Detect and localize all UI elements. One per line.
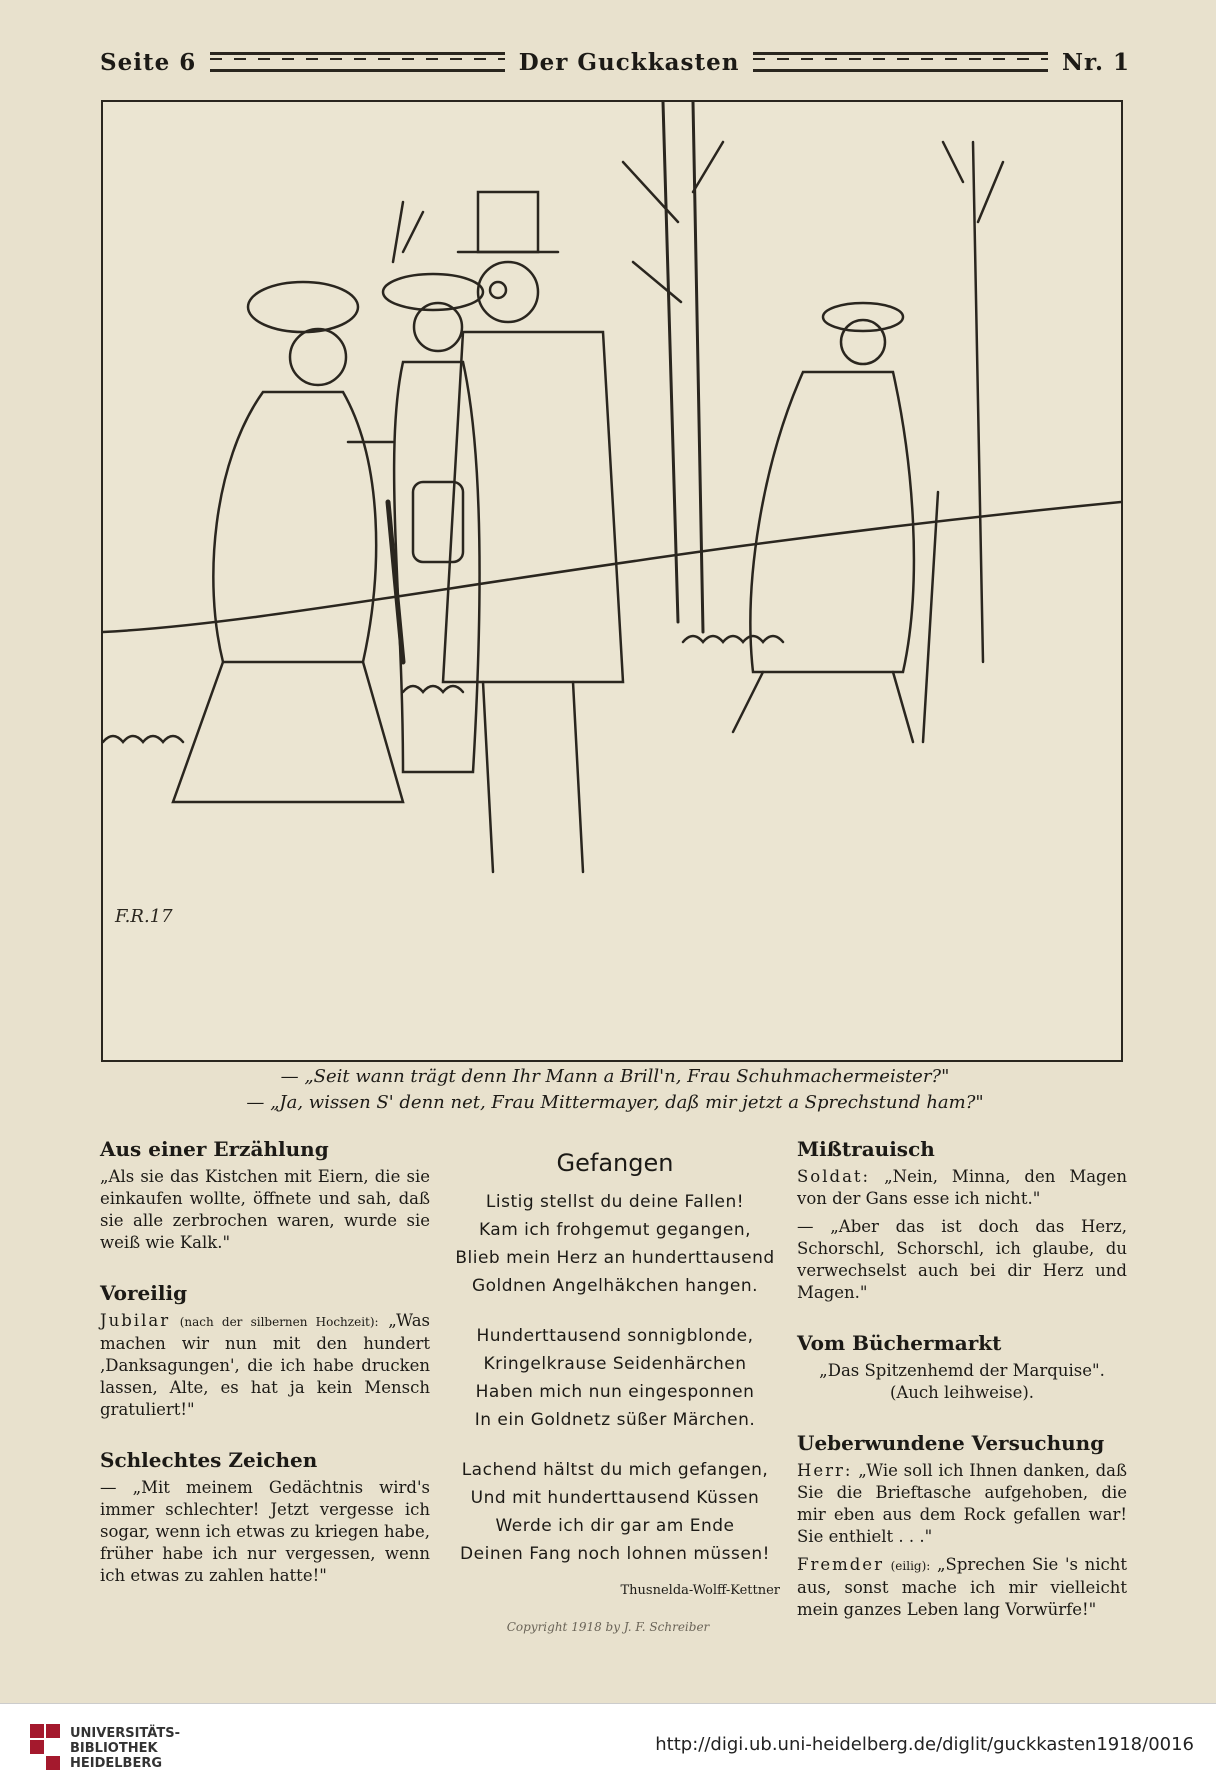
poem-line: Deinen Fang noch lohnen müssen!: [460, 1544, 770, 1564]
poem-line: Hunderttausend sonnigblonde,: [476, 1326, 754, 1346]
copyright-line: Copyright 1918 by J. F. Schreiber: [506, 1620, 710, 1634]
glasses: [490, 282, 506, 298]
basket: [413, 482, 463, 562]
man-coat: [443, 332, 623, 682]
viewer-footer: [0, 1703, 1216, 1791]
walker-hat: [823, 303, 903, 331]
speaker-note: (nach der silbernen Hochzeit):: [179, 1315, 379, 1329]
section-text: [797, 1460, 1127, 1548]
poem-stanza-2: [450, 1322, 780, 1434]
man-head: [478, 262, 538, 322]
artist-signature: F.R.17: [115, 906, 173, 927]
woman-left-coat: [213, 392, 376, 662]
column-right: [797, 1138, 1127, 1649]
section-schlechtes-zeichen: [100, 1449, 430, 1587]
section-text: [100, 1310, 430, 1421]
walker-cane: [923, 492, 938, 742]
section-title: Ueberwundene Versuchung: [797, 1431, 1105, 1455]
section-versuchung: [797, 1432, 1127, 1621]
poem-line: Kringelkrause Seidenhärchen: [483, 1354, 747, 1374]
walker-head: [841, 320, 885, 364]
running-header: [100, 42, 1130, 82]
quote: „Wie soll ich Ihnen danken, daß Sie die Brieftasche aufgehoben, die mir eben aus dem Rock gefallen war! Sie enthielt . . .": [797, 1461, 1127, 1546]
poem-line: In ein Goldnetz süßer Märchen.: [474, 1410, 756, 1430]
tree-branches: [623, 142, 723, 302]
poem-title: Gefangen: [556, 1149, 674, 1177]
section-title: Schlechtes Zeichen: [100, 1448, 318, 1472]
walker-legs: [733, 672, 913, 742]
woman-left-skirt: [173, 662, 403, 802]
walker-coat: [750, 372, 913, 672]
cartoon-drawing: [103, 102, 1121, 1060]
section-text: [797, 1554, 1127, 1621]
poem-line: Listig stellst du deine Fallen!: [485, 1192, 745, 1212]
poem-line: Werde ich dir gar am Ende: [495, 1516, 735, 1536]
cartoon-caption: [100, 1064, 1130, 1116]
poem-line: Blieb mein Herz an hunderttausend: [455, 1248, 775, 1268]
journal-title: Der Guckkasten: [518, 48, 740, 76]
hedge-mid: [403, 686, 463, 692]
speaker-note: (eilig):: [890, 1559, 931, 1573]
quote: „Sprechen Sie 's nicht aus, sonst mache ich mir vielleicht mein ganzes Leben lang Vorwürfe!": [797, 1555, 1128, 1619]
library-name-line: BIBLIOTHEK: [70, 1741, 158, 1756]
page-number: Seite 6: [100, 48, 197, 76]
section-text: — „Mit meinem Gedächtnis wird's immer schlechter! Jetzt vergesse ich sogar, wenn ich etwas zu kriegen habe, früher habe ich nur vergessen, wenn ich etwas zu zahlen hatte!": [100, 1478, 430, 1585]
section-text: — „Aber das ist doch das Herz, Schorschl, Schorschl, ich glaube, du verwechselst auch bei dir Herz und Magen.": [797, 1217, 1127, 1302]
section-voreilig: [100, 1282, 430, 1421]
caption-line-2: — „Ja, wissen S' denn net, Frau Mittermayer, daß mir jetzt a Sprechstund ham?": [246, 1092, 984, 1113]
section-title: Mißtrauisch: [797, 1137, 935, 1161]
sidewalk-line: [103, 502, 1121, 632]
poem-line: Haben mich nun eingesponnen: [475, 1382, 755, 1402]
book-note: (Auch leihweise).: [889, 1383, 1035, 1402]
speaker: Jubilar: [100, 1311, 171, 1330]
tree-right: [943, 142, 1003, 662]
hedge-right: [683, 636, 783, 642]
woman-left-hat: [248, 282, 358, 332]
quote: „Was machen wir nun mit den hundert ‚Danksagungen', die ich habe drucken lassen, Alte, es hat ja kein Mensch gratuliert!": [100, 1311, 431, 1419]
section-title: Voreilig: [100, 1281, 188, 1305]
section-title: Vom Büchermarkt: [797, 1331, 1002, 1355]
column-poem: [450, 1138, 780, 1602]
library-name: [70, 1726, 180, 1771]
section-text: „Als sie das Kistchen mit Eiern, die sie einkaufen wollte, öffnete und sah, daß sie alle zerbrochen waren, wurde sie weiß wie Kalk.": [100, 1167, 430, 1252]
quote: „Nein, Minna, den Magen von der Gans esse ich nicht.": [797, 1167, 1128, 1208]
top-hat: [478, 192, 538, 252]
hat-feathers: [393, 202, 423, 262]
university-logo-icon: [28, 1722, 62, 1772]
header-ornament: [753, 52, 1047, 72]
woman-left-head: [290, 329, 346, 385]
caption-line-1: — „Seit wann trägt denn Ihr Mann a Brill'n, Frau Schuhmachermeister?": [280, 1066, 950, 1087]
poem-stanza-3: [450, 1456, 780, 1568]
book-title: „Das Spitzenhemd der Marquise".: [819, 1361, 1105, 1380]
speaker: Fremder: [797, 1555, 884, 1574]
poem-line: Goldnen Angelhäkchen hangen.: [471, 1276, 759, 1296]
column-left: [100, 1138, 430, 1615]
poem-line: Und mit hunderttausend Küssen: [470, 1488, 760, 1508]
poem-author: Thusnelda-Wolff-Kettner: [620, 1583, 780, 1598]
permalink-url[interactable]: http://digi.ub.uni-heidelberg.de/diglit/guckkasten1918/0016: [655, 1734, 1194, 1755]
poem-line: Kam ich frohgemut gegangen,: [478, 1220, 752, 1240]
issue-number: Nr. 1: [1061, 48, 1130, 76]
speaker: Herr:: [797, 1461, 853, 1480]
section-title: Aus einer Erzählung: [100, 1137, 329, 1161]
speaker: Soldat:: [797, 1167, 871, 1186]
woman-mid-dress: [394, 362, 479, 772]
poem-line: Lachend hältst du mich gefangen,: [461, 1460, 769, 1480]
library-name-line: HEIDELBERG: [70, 1756, 163, 1771]
hedge-left: [103, 736, 183, 742]
poem-stanza-1: [450, 1188, 780, 1300]
section-misstrauisch: [797, 1138, 1127, 1304]
header-ornament: [210, 52, 504, 72]
section-buechermarkt: [797, 1332, 1127, 1404]
library-name-line: UNIVERSITÄTS-: [70, 1726, 180, 1741]
illustration: [101, 100, 1123, 1062]
section-text: [797, 1166, 1127, 1210]
man-legs: [483, 682, 583, 872]
section-erzaehlung: [100, 1138, 430, 1254]
